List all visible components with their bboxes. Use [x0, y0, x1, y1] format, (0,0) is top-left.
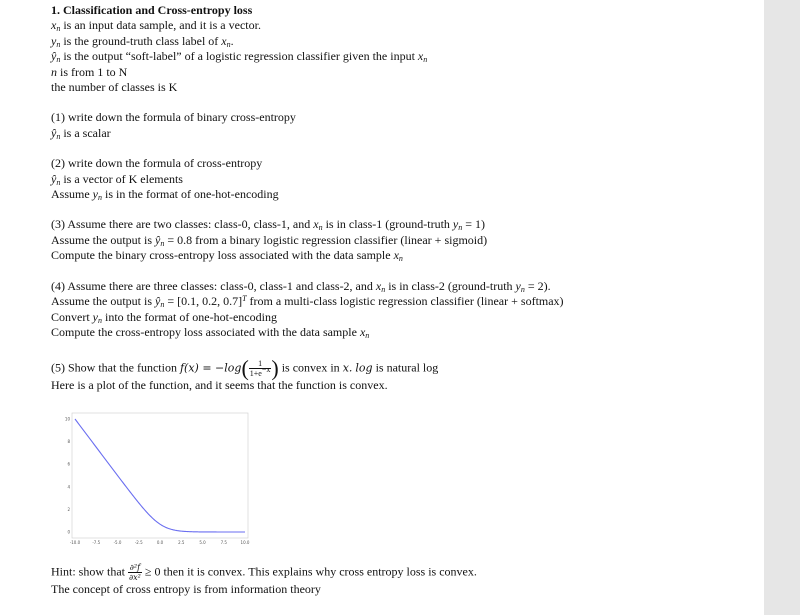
q2-line3: Assume $y_n$ is in the format of one-hot-encoding: [51, 187, 279, 203]
x-tick-label: -10.0: [69, 540, 81, 545]
q5-line2: Here is a plot of the function, and it seems that the function is convex.: [51, 378, 388, 393]
q3-line2: Assume the output is $ŷ_n = 0.8$ from a binary logistic regression classifier (linear + sigmoid): [51, 232, 488, 248]
y-tick-label: 2: [67, 506, 70, 512]
def-xn: $x_n$ is an input data sample, and it is a vector.: [51, 18, 261, 34]
hint-block: [51, 563, 751, 597]
def-yn: $y_n$ is the ground-truth class label of $x_n$.: [51, 33, 234, 49]
document-body: [51, 3, 751, 394]
x-tick-label: -7.5: [92, 540, 101, 545]
q2-line1: (2) write down the formula of cross-entropy: [51, 156, 263, 171]
q1-line2: $ŷ_n$ is a scalar: [51, 125, 111, 141]
x-tick-label: 7.5: [220, 540, 227, 545]
hint-line2: The concept of cross entropy is from information theory: [51, 582, 321, 596]
q4-line4: Compute the cross-entropy loss associated with the data sample $x_n$: [51, 324, 370, 340]
hint-line1: Hint: show that $\frac{\text{∂²f}}{\text{∂x²}}$ ≥ 0 then it is convex. This explains why cross entropy loss is convex.: [51, 563, 477, 582]
q1-line1: (1) write down the formula of binary cross-entropy: [51, 110, 296, 125]
def-k: the number of classes is K: [51, 80, 178, 95]
y-tick-label: 0: [67, 529, 70, 535]
y-tick-label: 4: [67, 484, 70, 490]
x-tick-label: 10.0: [240, 540, 250, 545]
y-tick-label: 10: [64, 416, 70, 422]
x-tick-label: 5.0: [199, 540, 206, 545]
def-yhat: $ŷ_n$ is the output “soft-label” of a logistic regression classifier given the input $x_n$: [51, 49, 428, 65]
y-tick-label: 8: [67, 439, 70, 445]
function-plot: [62, 410, 252, 552]
q4-line2: Assume the output is $ŷ_n = [0.1$, 0.2, 0.7]$^T$ from a multi-class logistic regression classifier (linear + softmax): [51, 294, 564, 310]
q3-line1: (3) Assume there are two classes: class-0, class-1, and $x_n$ is in class-1 (ground-truth $y_n = 1$): [51, 217, 485, 233]
q2-line2: $ŷ_n$ is a vector of K elements: [51, 171, 183, 187]
y-tick-label: 6: [67, 461, 70, 467]
function-plot-svg: [62, 410, 252, 552]
section-title: 1. Classification and Cross-entropy loss: [51, 3, 253, 17]
x-tick-label: -5.0: [113, 540, 122, 545]
right-margin-panel: [764, 0, 800, 615]
q3-line3: Compute the binary cross-entropy loss associated with the data sample $x_n$: [51, 248, 403, 264]
plot-frame: [72, 413, 248, 538]
q4-line3: Convert $y_n$ into the format of one-hot-encoding: [51, 309, 277, 325]
q5-line1: (5) Show that the function f(x) = −log( $\frac{1}{1+e^{-x}}$ ) is convex in x. log is natural log: [51, 355, 439, 381]
x-tick-label: 2.5: [178, 540, 185, 545]
def-n: n is from 1 to N: [51, 64, 128, 79]
x-tick-label: 0.0: [156, 540, 164, 545]
q5-fraction: $\frac{1}{1+e^{-x}}$: [249, 359, 271, 379]
hint-derivative: $\frac{\text{∂²f}}{\text{∂x²}}$: [129, 563, 141, 582]
x-tick-label: -2.5: [134, 540, 143, 545]
q4-line1: (4) Assume there are three classes: class-0, class-1 and class-2, and $x_n$ is in class-2 (ground-truth $y_n = 2$).: [51, 278, 551, 294]
